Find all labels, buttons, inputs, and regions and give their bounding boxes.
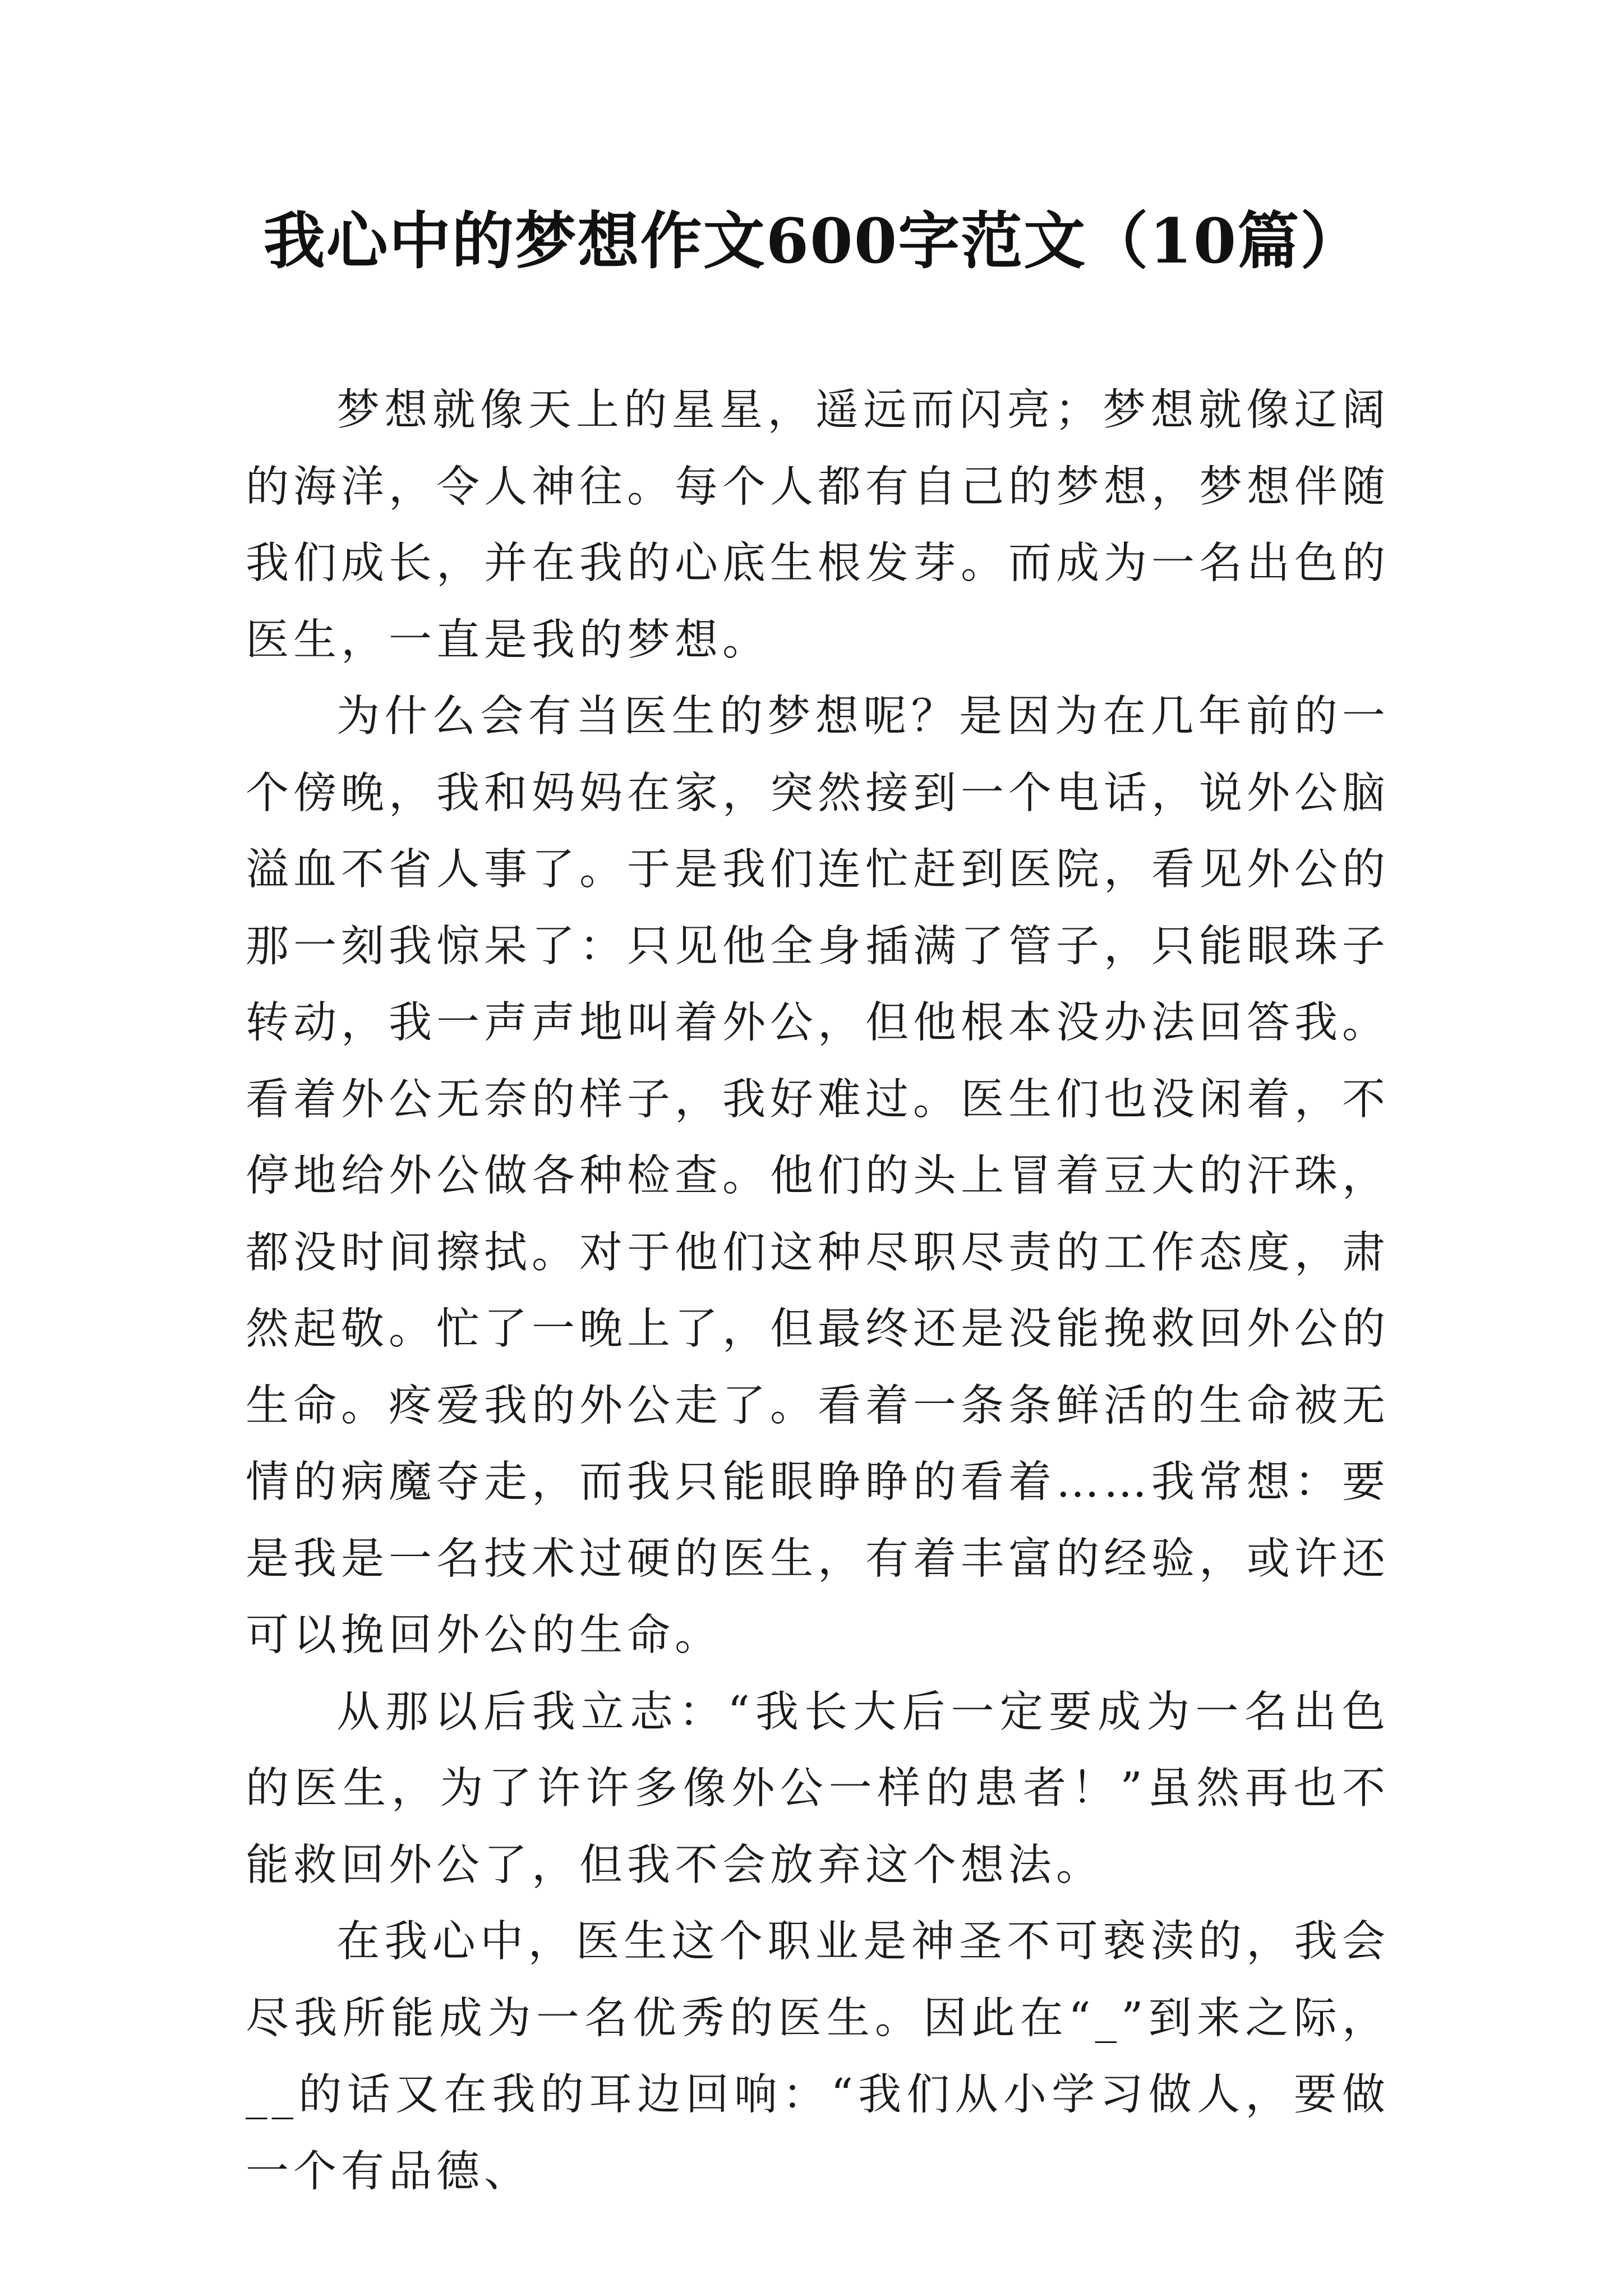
paragraph: 从那以后我立志：“我长大后一定要成为一名出色的医生，为了许许多像外公一样的患者！”虽然再也不能救回外公了，但我不会放弃这个想法。 (246, 1687, 1390, 1890)
paragraph: 为什么会有当医生的梦想呢？是因为在几年前的一个傍晚，我和妈妈在家，突然接到一个电话，说外公脑溢血不省人事了。于是我们连忙赶到医院，看见外公的那一刻我惊呆了：只见他全身插满了管子，只能眼珠子转动，我一声声地叫着外公，但他根本没办法回答我。看着外公无奈的样子，我好难过。医生们也没闲着，不停地给外公做各种检查。他们的头上冒着豆大的汗珠，都没时间擦拭。对于他们这种尽职尽责的工作态度，肃然起敬。忙了一晚上了，但最终还是没能挽救回外公的生命。疼爱我的外公走了。看着一条条鲜活的生命被无情的病魔夺走，而我只能眼睁睁的看着……我常想：要是我是一名技术过硬的医生，有着丰富的经验，或许还可以挽回外公的生命。 (246, 692, 1390, 1660)
paragraph: 在我心中，医生这个职业是神圣不可亵渎的，我会尽我所能成为一名优秀的医生。因此在“_”到来之际，__的话又在我的耳边回响：“我们从小学习做人，要做一个有品德、 (246, 1917, 1390, 2197)
document-title: 我心中的梦想作文600字范文（10篇） (263, 205, 1363, 277)
paragraph: 梦想就像天上的星星，遥远而闪亮；梦想就像辽阔的海洋，令人神往。每个人都有自己的梦想，梦想伴随我们成长，并在我的心底生根发芽。而成为一名出色的医生，一直是我的梦想。 (246, 385, 1390, 665)
document-body (246, 372, 1390, 2210)
